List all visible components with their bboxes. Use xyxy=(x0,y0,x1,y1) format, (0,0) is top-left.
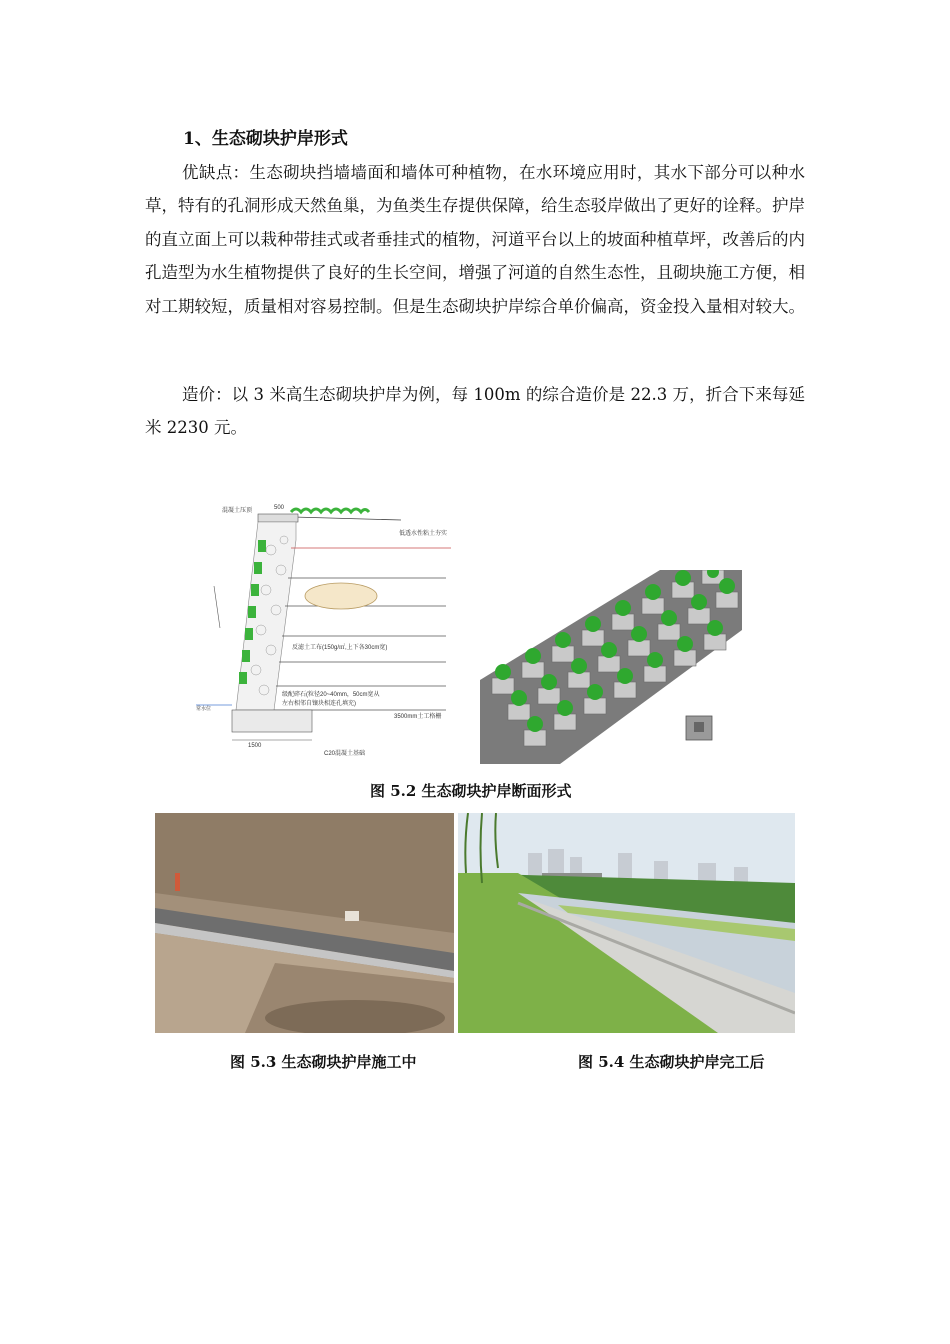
eco-block-3d-render xyxy=(480,570,742,764)
label-geogrid: 3500mm土工格栅 xyxy=(394,714,442,720)
label-foundation: C20混凝土基础 xyxy=(324,751,366,757)
paragraph-cost: 造价：以 3 米高生态砌块护岸为例，每 100m 的综合造价是 22.3 万，折合下来每延米 2230 元。 xyxy=(145,385,805,438)
completed-photo xyxy=(458,813,795,1033)
figure-caption-5-2: 图 5.2 生态砌块护岸断面形式 xyxy=(370,782,572,800)
label-gravel-2: 左右相邻自镶块相连孔填充) xyxy=(282,701,356,707)
label-geotextile: 反滤土工布(150g/㎡,上下各30cm宽) xyxy=(292,645,388,651)
label-capping: 混凝土压顶 xyxy=(222,508,253,514)
label-gravel-1: 级配碎石(粒径20~40mm，50cm宽从 xyxy=(282,692,380,698)
label-dim-top: 500 xyxy=(274,505,285,511)
figure-caption-5-3: 图 5.3 生态砌块护岸施工中 xyxy=(230,1053,417,1071)
figure-caption-5-4: 图 5.4 生态砌块护岸完工后 xyxy=(578,1053,765,1071)
label-water-level: 常水位 xyxy=(196,706,212,712)
cross-section-diagram xyxy=(196,500,466,762)
label-clay: 低透水性粘土夯实 xyxy=(399,531,448,537)
construction-photo xyxy=(155,813,454,1033)
section-heading: 1、生态砌块护岸形式 xyxy=(183,129,348,149)
label-dim-bottom: 1500 xyxy=(248,743,262,749)
paragraph-pros-cons: 优缺点：生态砌块挡墙墙面和墙体可种植物，在水环境应用时，其水下部分可以种水草，特有的孔洞形成天然鱼巢，为鱼类生存提供保障，给生态驳岸做出了更好的诠释。护岸的直立面上可以栽种带挂式或者垂挂式的植物，河道平台以上的坡面种植草坪，改善后的内孔造型为水生植物提供了良好的生长空间，增强了河道的自然生态性，且砌块施工方便，相对工期较短，质量相对容易控制。但是生态砌块护岸综合单价偏高，资金投入量相对较大。 xyxy=(145,163,805,316)
